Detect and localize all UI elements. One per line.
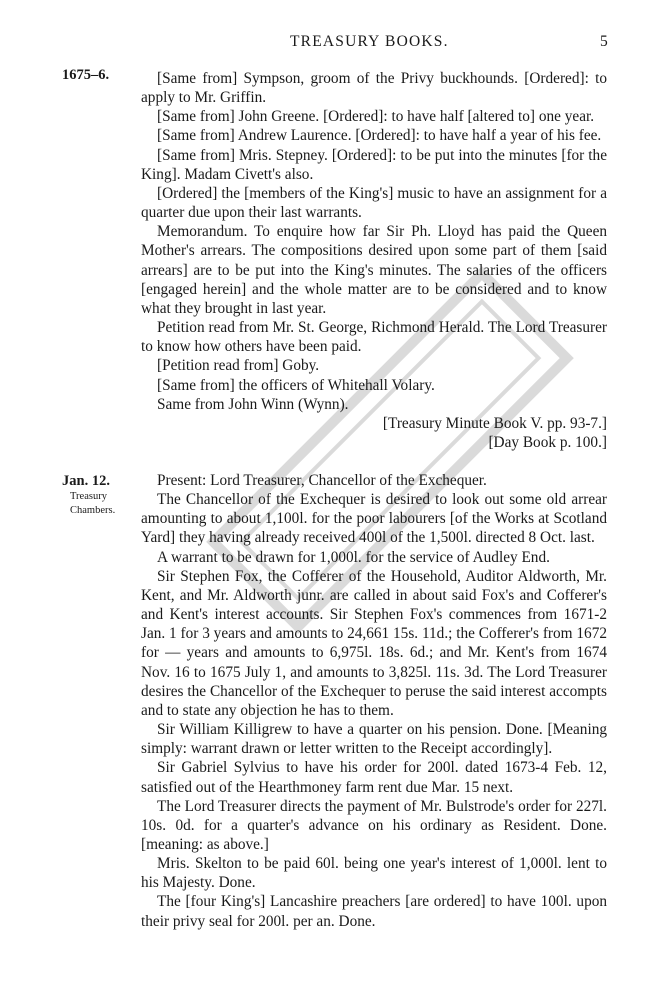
para-music: [Ordered] the [members of the King's] music to have an assignment for a quarter due upon their last warrants. (141, 184, 607, 222)
para-winn: Same from John Winn (Wynn). (157, 395, 349, 413)
para-memorandum: Memorandum. To enquire how far Sir Ph. Lloyd has paid the Queen Mother's arrears. The compositions desired upon some part of them [said arrears] are to be put into the King's minutes. The salaries of the officers [engaged herein] and the whole matter are to be considered and to know what they brought in last year. (141, 223, 608, 317)
running-head (0, 33, 672, 53)
para-volary: [Same from] the officers of Whitehall Volary. (157, 376, 435, 394)
block-1 (141, 69, 607, 452)
para-goby: [Petition read from] Goby. (157, 357, 320, 375)
para-stepney: [Same from] Mris. Stepney. [Ordered]: to be put into the minutes [for the King]. Madam Civett's also. (141, 146, 607, 183)
para-greene: [Same from] John Greene. [Ordered]: to have half [altered to] one year. (157, 108, 595, 126)
para-skelton: Mris. Skelton to be paid 60l. being one year's interest of 1,000l. lent to his Majesty. Done. (141, 855, 608, 892)
para-interest-accounts: Sir Stephen Fox, the Cofferer of the Household, Auditor Aldworth, Mr. Kent, and Mr. Aldworth junr. are called in about said Fox's and Cofferer's and Kent's interest accounts. Sir Stephen Fox's commences from 1671-2 Jan. 1 for 3 years and amounts to 24,661 15s. 11d.; the Cofferer's from 1672 for — years and amounts to 6,975l. 18s. 6d.; and Mr. Kent's from 1674 Nov. 16 to 1675 July 1, and amounts to 3,825l. 11s. 3d. The Lord Treasurer desires the Chancellor of the Exchequer to peruse the said interest accompts and to state any objection he has to them. (141, 567, 608, 719)
para-laurence: [Same from] Andrew Laurence. [Ordered]: to have half a year of his fee. (157, 127, 602, 145)
entry-date: Jan. 12. (62, 473, 110, 489)
para-audley-end: A warrant to be drawn for 1,000l. for the service of Audley End. (157, 548, 550, 566)
para-killigrew: Sir William Killigrew to have a quarter on his pension. Done. [Meaning simply: warrant drawn or letter written to the Receipt accordingly]. (141, 721, 607, 758)
para-present: Present: Lord Treasurer, Chancellor of the Exchequer. (157, 472, 487, 489)
running-title: TREASURY BOOKS. (290, 33, 449, 50)
para-sylvius: Sir Gabriel Sylvius to have his order for 200l. dated 1673-4 Feb. 12, satisfied out of the Hearthmoney farm rent due Mar. 15 next. (141, 759, 608, 796)
para-sympson: [Same from] Sympson, groom of the Privy buckhounds. [Ordered]: to apply to Mr. Griffin. (141, 70, 607, 107)
citation-day-book: [Day Book p. 100.] (488, 433, 607, 451)
para-bulstrode: The Lord Treasurer directs the payment of Mr. Bulstrode's order for 227l. 10s. 0d. for a quarter's advance on his ordinary as Resident. Done. [meaning: as above.] (141, 797, 608, 853)
para-herald: Petition read from Mr. St. George, Richmond Herald. The Lord Treasurer to know how others have been paid. (141, 319, 608, 356)
page-number: 5 (600, 33, 608, 50)
entry-place: Treasury Chambers. (70, 491, 116, 516)
para-lancashire: The [four King's] Lancashire preachers [are ordered] to have 100l. upon their privy seal for 200l. per an. Done. (141, 893, 608, 930)
citation-minute-book: [Treasury Minute Book V. pp. 93-7.] (382, 414, 607, 432)
para-arrear: The Chancellor of the Exchequer is desired to look out some old arrear amounting to about 1,100l. for the poor labourers [of the Works at Scotland Yard] they having already received 400l of the 1,500l. directed 8 Oct. last. (141, 491, 608, 547)
block-2 (141, 471, 607, 931)
year-label: 1675–6. (62, 67, 110, 83)
